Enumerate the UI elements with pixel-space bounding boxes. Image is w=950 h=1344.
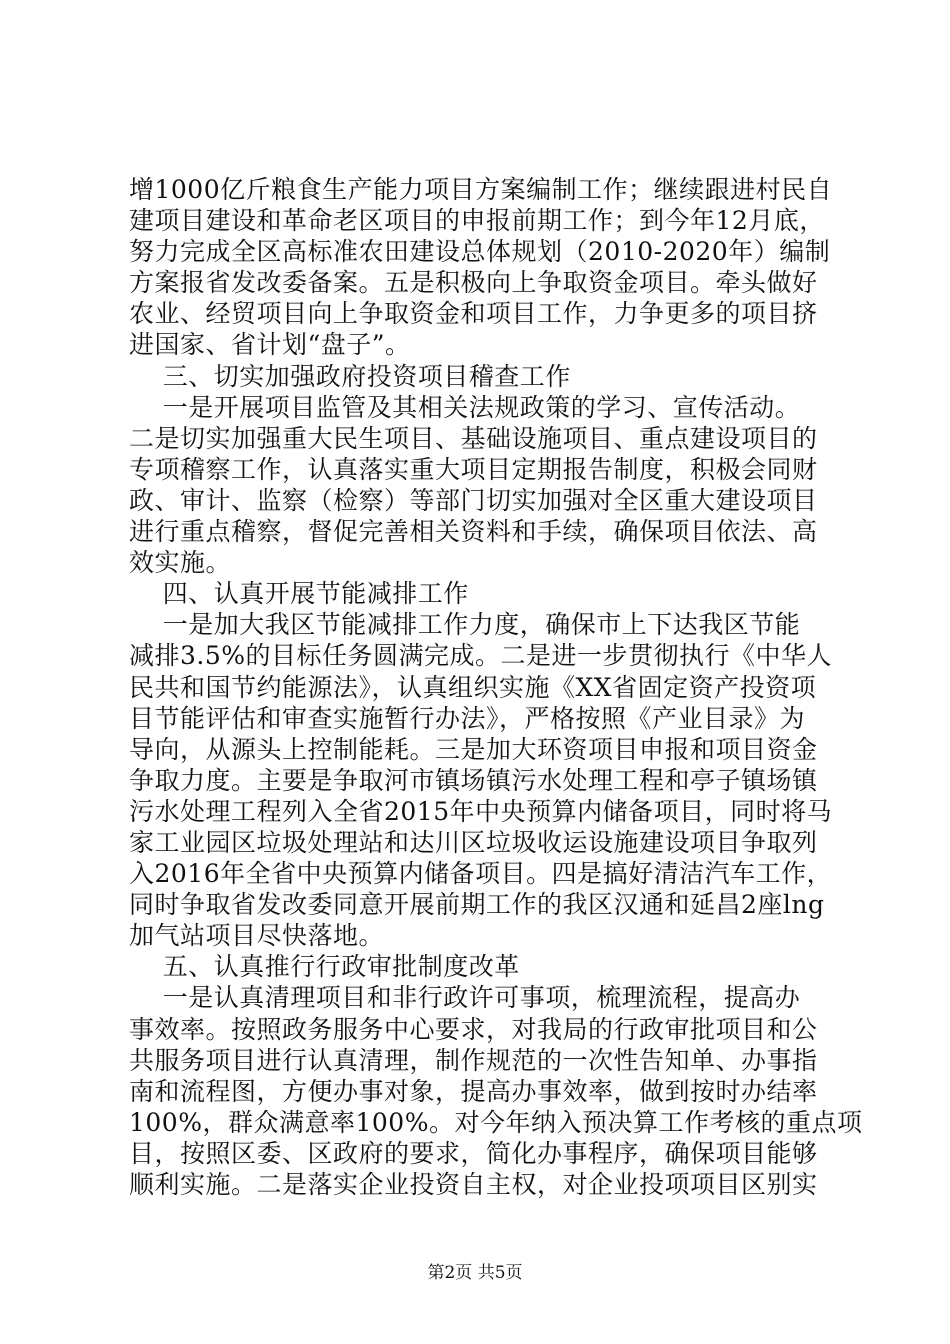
text-line: 一是开展项目监管及其相关法规政策的学习、宣传活动。 [129,392,801,422]
text-line: 争取力度。主要是争取河市镇场镇污水处理工程和亭子镇场镇 [129,765,818,795]
text-line: 努力完成全区高标准农田建设总体规划（2010-2020年）编制 [129,237,831,267]
text-line: 建项目建设和革命老区项目的申报前期工作；到今年12月底， [129,206,825,236]
text-line: 入2016年全省中央预算内储备项目。四是搞好清洁汽车工作， [129,859,833,889]
text-line: 五、认真推行行政审批制度改革 [129,952,520,982]
text-line: 效实施。 [129,548,232,578]
text-line: 事效率。按照政务服务中心要求，对我局的行政审批项目和公 [129,1014,818,1044]
text-line: 方案报省发改委备案。五是积极向上争取资金项目。牵头做好 [129,268,818,298]
text-line: 加气站项目尽快落地。 [129,921,385,951]
text-line: 污水处理工程列入全省2015年中央预算内储备项目，同时将马 [129,796,833,826]
text-line: 增1000亿斤粮食生产能力项目方案编制工作；继续跟进村民自 [129,175,833,204]
text-line: 共服务项目进行认真清理，制作规范的一次性告知单、办事指 [129,1045,818,1075]
text-line: 一是认真清理项目和非行政许可事项，梳理流程，提高办 [129,983,801,1013]
text-line: 农业、经贸项目向上争取资金和项目工作，力争更多的项目挤 [129,299,818,329]
page-footer: 第2页 共5页 [427,1263,523,1283]
text-line: 四、认真开展节能减排工作 [129,579,469,609]
text-line: 导向，从源头上控制能耗。三是加大环资项目申报和项目资金 [129,734,818,764]
text-line: 同时争取省发改委同意开展前期工作的我区汉通和延昌2座lng [129,890,825,920]
document-body [129,174,863,1200]
text-line: 100%，群众满意率100%。对今年纳入预决算工作考核的重点项 [129,1107,863,1137]
text-line: 政、审计、监察（检察）等部门切实加强对全区重大建设项目 [129,485,818,515]
text-line: 减排3.5%的目标任务圆满完成。二是进一步贯彻执行《中华人 [129,641,833,671]
text-line: 南和流程图，方便办事对象，提高办事效率，做到按时办结率 [129,1076,818,1106]
text-line: 民共和国节约能源法》，认真组织实施《XX省固定资产投资项 [129,672,817,702]
text-line: 进行重点稽察，督促完善相关资料和手续，确保项目依法、高 [129,517,818,547]
text-line: 一是加大我区节能减排工作力度，确保市上下达我区节能 [129,610,801,640]
text-line: 顺利实施。二是落实企业投资自主权，对企业投项项目区别实 [129,1170,818,1199]
text-line: 三、切实加强政府投资项目稽查工作 [129,361,571,391]
text-line: 目节能评估和审查实施暂行办法》，严格按照《产业目录》为 [129,703,806,733]
text-line: 进国家、省计划“盘子”。 [129,330,411,360]
text-line: 专项稽察工作，认真落实重大项目定期报告制度，积极会同财 [129,454,818,484]
text-line: 二是切实加强重大民生项目、基础设施项目、重点建设项目的 [129,423,818,453]
text-line: 目，按照区委、区政府的要求，简化办事程序，确保项目能够 [129,1138,818,1168]
text-line: 家工业园区垃圾处理站和达川区垃圾收运设施建设项目争取列 [129,827,818,857]
